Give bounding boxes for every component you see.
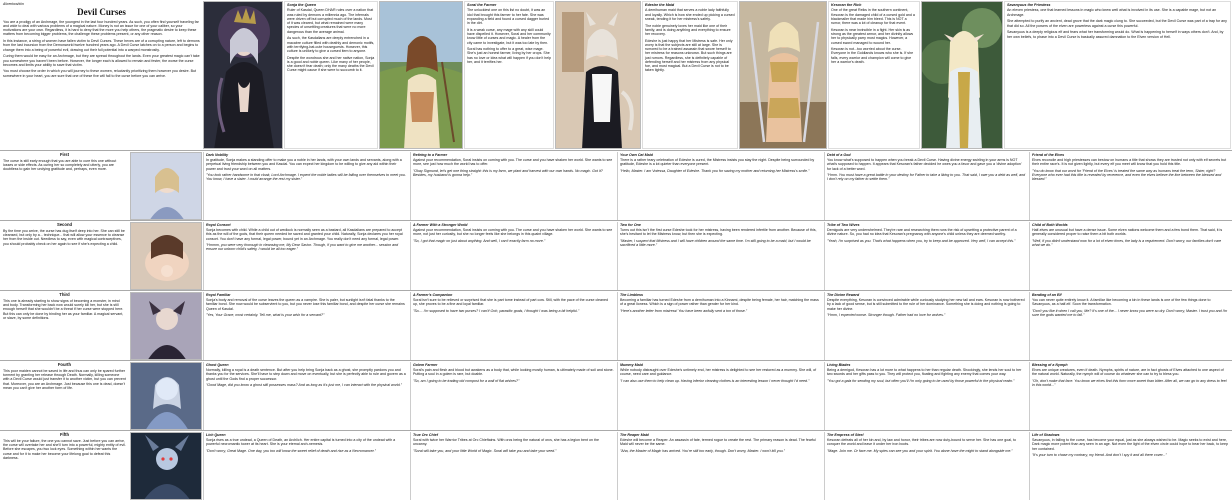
perk-card[interactable] [203, 292, 409, 360]
sonja-portrait [203, 1, 283, 149]
tier-description: This one is already starting to show signs of becoming a monster, in mind and body. Transforming her back now would surely kill her, but she is still enough herself that she wouldn't be a threat if her curse were stopped here. But this can only be done by binding her as your familiar. A magical servant, or slave, by some definitions. [3, 298, 124, 320]
perk-description: While nobody distraught over Edeshe's untimely end, her mistress is delighted to see her restored as a mummy. She will, of course, need care and guidance. [620, 368, 817, 377]
curse-description: Edeshe is just happy that her Mistress is safe. Her only worry is that the subjects are still at large. She is rumored to be a trained assassin that swore herself to her mistress for reasons unknown. But such things are just rumors. Regardless, she is definitely capable of defending herself and her mistress from any physical foe, and most magical. But a Devil Curse is not to be taken lightly. [645, 38, 733, 73]
perk-description: Soral isn't sure to be relieved or surprised that she is part tome instead of part cow. Still, with the pace of the curse cleaned up, she proves to be a fine and loyal familiar. [413, 298, 609, 307]
perk-description: Sonja becomes with child. While a child out of wedlock is normally seen as a bastard, all Kasdalians are prepared to accept this as the will of the gods, that their queen needed be saved and granted your child. Naturally, Sonja declares you her royal consort. You don't have any formal, legal power, bound yet in an Archmage. You really don't need any formal, legal power. [206, 228, 403, 241]
perk-description: Kesoran defeats all of her kin and, by law and honor, their tribes are now duty-bound to serve her. She has one goal, to conquer the world and leave it under her iron boots. [827, 438, 1016, 447]
perk-quote: "It's your turn to chase my contrary, my friend. And don't I spy it and all there cover..." [1032, 452, 1167, 457]
perk-quote: "Aha, the Master of Magic has arrived. You're still too early, though. Don't worry, Master. I won't kill you." [620, 448, 785, 453]
perk-card[interactable] [410, 222, 616, 290]
perk-quote: "Yeah, I'm surprised as you. That's what happens when you, try to keep and be approved. Very well, I can accept this." [827, 238, 1016, 243]
tier-fifth-image [130, 432, 202, 500]
perk-name: Your Own Cat Maid [620, 153, 653, 157]
curse-description: The noble genuinely loves her maid like one of their family, and is doing anything and everything to ensure her recovery. [645, 23, 731, 37]
intro-paragraph: You are a prodigy of an Archmage, the youngest in the last four hundred years. As such, you often find yourself traveling far and wide to deal with various problems of a magical nature. Money is not an issue for one of your caliber, so your motivations are your own. Regardless, it is hard to deny that the more you help others, the pragmatic desire to keep these matters from becoming bigger problems, the challenge these problems present, or any other reason. [3, 19, 199, 37]
curse-card-savanyuus[interactable] [1004, 1, 1231, 149]
perk-quote: "So, I got that magic on just about anything. And well, I can't exactly farm no more." [413, 238, 546, 243]
perk-card[interactable] [617, 362, 823, 430]
perk-name: Debt of a God [827, 153, 851, 157]
perk-card[interactable] [824, 292, 1028, 360]
perk-description: Edeshe will become a Reaper. An assassin of fate, termed rogue to create the rest. The primary reason is dead. The fearful Maid will never be the same. [620, 438, 816, 447]
perk-card[interactable] [617, 152, 823, 220]
perk-card[interactable] [824, 432, 1028, 500]
tier-row-third [0, 290, 1232, 360]
curse-card-sonja[interactable] [284, 1, 378, 149]
curse-description: As such, the Kasdalians are deeply entrenched in a macabre culture filled with deathly and demonic motifs, with terrifying-bat-cute houseguests. However, this culture is unlikely to give a cursed item to anyone. [287, 36, 375, 53]
perk-description: You know what's supposed to happen when you break a Devil Curse. Having divine energy swirling in your arms is NOT what's supposed to happen. It appears that Kesoran's father decided he owes you a favor and gave you a 'divine adoption' for lack of a better word. [827, 158, 1022, 171]
perk-quote: "Don't worry, Great Mage. One day, you too will know the sweet relief of death and rise as a Necromancer." [206, 448, 376, 453]
curse-name: Kesoran the Rich [831, 3, 862, 7]
perk-description: Soral's pain and flesh and blood but awakens as a body that, while looking mostly human, is ultimately made of soil and stone. Putting a soul in a golem is rare, but doable. [413, 368, 614, 377]
perk-name: Friend of the Elves [1032, 153, 1065, 157]
tier-card-fifth[interactable] [1, 432, 128, 500]
curse-description: She attempted to purify an ancient, dead grove that the dark magic clung to. She succeeded, but the Devil Curse was part of a trap for any that did so. All the powers of the elven are powerless against a curse this powerful. [1007, 19, 1227, 28]
perk-description: Turns out this isn't the first curse Edeshe took for her mistress, having been rendered infertile from another. Because of this, she's hesitant to let the Mistress know, but then she is expecting. [620, 228, 817, 237]
perk-description: Elves are unique creatures, even if death. Nymphs, spirits of nature, are in fact ghosts of Elves attached to one aspect of the natural world. Naturally, the nymph will of course do whatever she can to try to bless you. [1032, 368, 1224, 377]
tier-name: Second [56, 222, 73, 227]
perk-description: In gratitude, Sonja makes a standing offer to make you a noble in her lands, with your own lands and servants, along with a perpetual living friendship between you and Kasdal. You can expect her kingdom to be willing to give any aid within their power and trust your word on all matters. [206, 158, 402, 171]
perk-quote: "I can also use them to help clean up. Having inferior cleaning clothes is an interesting lesson I never thought I'd need." [620, 378, 810, 383]
perk-card[interactable] [203, 222, 409, 290]
tier-row-second [0, 220, 1232, 290]
perk-description: Savanyuus, in falling to the curse, has become your equal, just as she always wished to be. Magic seeks to exist and here, Dark magic more potent than any seen in an age. Not even the light of the elven circle could hope to bear her back, to keep her contained. [1032, 438, 1228, 451]
perk-description: Despite everything, Kesoran is convinced admirable while curiously studying her new tail and ears. Kesoran is now bothered by a lack of good sense, but is still submitted to the rule of her dominance. Something she is doing and nothing is going to make her divine. [827, 298, 1025, 311]
perk-name: Royal Familiar [206, 293, 231, 297]
perk-quote: "Mage. Join me. Or face me. My spies can see you and your spirit. You alone have the might to stand alongside me." [827, 448, 1013, 453]
perk-quote: "Don't you like it when I call you, Me? It's one of the... I never know you were so dry. Don't worry, Master. I trust you and I'm sure the gods wanted me to fall." [1032, 308, 1228, 317]
tier-fourth-image [130, 362, 202, 430]
perk-description: Becoming a familiar has turned Edeshe from a demihuman into a Kinnami, despite being female, her hair, matching the mass of a great lioness. Which is a sign of power rather than gender for her kind. [620, 298, 819, 307]
perk-name: Tribe of Two Wives [827, 223, 860, 227]
perk-name: Bending of an Elf [1032, 293, 1062, 297]
kesoran-portrait [739, 1, 827, 149]
perk-description: Being a demigod, Kesoran has a lot more to what happens to her than regular death. Shockingly, she lends her soul to her two swords and her gifts pass to you. They will protect you, floating and fighting any enemy that comes your way. [827, 368, 1022, 377]
perk-name: Golem Farmer [413, 363, 438, 367]
curse-name: Soral the Farmer [467, 3, 497, 7]
perk-quote: "Soral will take you, and your little World of Magic. Soral will take you and take your seed." [413, 448, 557, 453]
perk-quote: "Yes, Your Grace, most certainly. Tell me, what is your wish for a servant?" [206, 312, 325, 317]
tier-name: Fifth [59, 432, 70, 437]
tier-description: This poor maiden cannot be saved in life and thus can only be spared further torment by granting her release through Death. Normally, killing someone with a Devil Curse would just transfer it to another victim, but you can prevent that. Moreover, you are an Archmage. Just because this one is dead, doesn't mean you can't give her another form of life. [3, 368, 126, 390]
curse-description: Ruler of Kasdal, Queen DHAR rules over a nation that was ruled by demons a millennia ago. The infernals were driven off but corrupted much of the lands. Most of it was cleared, but what remained were many species of unsettling creatures that were no more dangerous than the average animal. [287, 8, 374, 34]
perk-card[interactable] [203, 362, 409, 430]
tier-name: Third [59, 292, 70, 297]
perk-description: Against your recommendation, Soral insists on coming with you. The curse and you have shaken her world. She wants to see more, not just her curiosity, but she no longer feels like she belongs in this quaint village. [413, 228, 613, 237]
tier-first-image [130, 152, 202, 220]
tier-description: By the time you arrive, the curse has dug itself deep into her. She can still be cleansed, but only by a... technique... that will allow your essence to cleanse her from the inside out. Needless to say, even with magical contraceptives, you should probably check on her again to see if she's expecting a child. [3, 228, 125, 246]
perk-name: Lich Queen [206, 433, 226, 437]
perk-name: Ghost Queen [206, 363, 229, 367]
top-section [0, 0, 1232, 150]
intro-paragraph: Curing them would be easy for an Archmage, but they are spread throughout the lands. Even your greatest magic can't take you somewhere you haven't been before. However, the longer each is allowed to remain and fester, the worse the curse becomes and limits your ability to save that victim. [3, 54, 200, 67]
curse-name: Sonja the Queen [287, 3, 317, 7]
perk-description: There is a rather teary celebration of Edeshe is cured, the Mistress insists you stay the night. Despite being surrounded by gratitude, Edeshe is a lot quieter than everyone present. [620, 158, 815, 167]
tier-name: Fourth [57, 362, 72, 367]
edeshe-portrait [555, 1, 641, 149]
tier-row-fifth [0, 430, 1232, 500]
perk-card[interactable] [203, 432, 409, 500]
tier-description: The curse is still early enough that you are able to cure this one without losses or side effects. As curing her so completely and utterly, you are doubtless to gain her undying gratitude and, perhaps, even more. [3, 158, 117, 172]
curse-description: The unluckiest one on this list no doubt, it was an idol that brought this farmer to her fate. She was expanding a field and found a cursed dagger buried in the dirt. [467, 8, 550, 26]
perk-description: Normally, killing a royal is a death sentence. But after you help bring Sonja back as a ghost, she promptly pardons you and thanks you for the services. She'll have to step down and move on eventually, but she is perfectly able to rule and govern as a ghost until the Gods find a proper successor. [206, 368, 406, 381]
tier-card-second[interactable] [1, 222, 128, 290]
curse-card-edeshe[interactable] [642, 1, 738, 149]
intro-paragraph: You must choose the order in which you will journey to these women, reluctantly prioritizing them however you desire. But somewhere in your heart, you are sure that one of these five will fall to the curse before you can arrive. [3, 69, 197, 78]
perk-quote: "Well, if you didn't understand now for a lot of elven times, the lady is a requirement. Don't worry, our families don't care what we do." [1032, 238, 1222, 247]
perk-card[interactable] [617, 222, 823, 290]
author-credit: Alicenkoshkin [3, 2, 24, 6]
perk-card[interactable] [1029, 222, 1231, 290]
tier-card-third[interactable] [1, 292, 128, 360]
perk-quote: "So, am I going to be trading old compost for a wall of flat wishes?" [413, 378, 520, 383]
perk-name: A Farmer With a Stronger World [413, 223, 468, 227]
curse-description: Savanyuus is a deeply religious elf and fears what her transforming would do. What is happening to herself in ways others don't. And, by her own beliefs, to phase into a Devil Curse is basically assured damnation to the Elven version of Hell. [1007, 30, 1224, 39]
tier-second-image [130, 222, 202, 290]
tier-card-fourth[interactable] [1, 362, 128, 430]
perk-card[interactable] [617, 432, 823, 500]
tier-row-fourth [0, 360, 1232, 430]
perk-description: Against your recommendation, Soral insists on coming with you. The curse and you have shaken her world. She wants to see more, see just how much the world has to offer. [413, 158, 613, 167]
perk-card[interactable] [1029, 152, 1231, 220]
perk-name: Child of Both Worlds [1032, 223, 1068, 227]
perk-name: Mummy Maid [620, 363, 643, 367]
curse-description: A demihuman maid that serves a noble lady faithfully and loyally. Which is how she ended up picking a cursed sneak, tending it for her mistress's safety. [645, 8, 735, 21]
perk-card[interactable] [824, 152, 1028, 220]
perk-quote: "You look rather handsome in that cloak, Lord Archmage. I expect the noble ladies will be falling over themselves to meet you. You know, I have a sister. I could arrange the rest my sister." [206, 172, 406, 182]
tier-description: This will be your failure, the one you cannot save. Just before you can arrive, the curse will overtake her and she'll turn into a powerful, mighty entity of evil. Before she escapes, you two lock eyes. Something within her wants the curse and for it to make her become your lifelong goal to defeat this darkness. [3, 438, 126, 460]
perk-name: The Limbless [620, 293, 643, 297]
perk-description: Half-elves are unusual but have a dense issue. Some elven nations welcome them and a few bond them. That said, it is generally considered proper to raise them a bit both worlds. [1032, 228, 1223, 237]
perk-name: Two for One [620, 223, 641, 227]
perk-description: You can never quite entirely know it. A familiar like becoming a kin in these lands is one of the few things done to Savanyuus, as a half-elf. Soon the transformation. [1032, 298, 1211, 307]
perk-description: Sonja's body and removal of the curse leaves the queen as a vampire. She is paler, but sunlight isn't fatal thanks to the familiar bond. She now would be subservient to you, but you never lose this familiar bond, and despite her curse she remains Queen of Kasdal. [206, 298, 405, 311]
perk-quote: "Hmm. You must have a great battle in your destiny for Father to take a liking to you. That said, I owe you a debt as well, and I don't rely on my father to settle them." [827, 172, 1026, 182]
intro-paragraph: In this instance, a string of women have fallen victim to Devil Curses. These hexes are of a corrupting nature, left to demons from the last incursion from the Demonworld twelve hundred years ago. A Devil Curse latches on to a person and begins to change them into a being of powerful evil, drawing out their full potential into a warped monstrosity. [3, 39, 200, 52]
perk-card[interactable] [410, 152, 616, 220]
curse-name: Edeshe the Maid [645, 3, 675, 7]
perk-card[interactable] [824, 362, 1028, 430]
curse-description: Kesoran is not...too worried about the curse. Everyone in the Goldlands knows who she is. If she falls, every warrior and champion will come to give her a warrior's death. [831, 47, 914, 64]
perk-card[interactable] [410, 362, 616, 430]
perk-name: Blessing of a Nymph [1032, 363, 1068, 367]
perk-card[interactable] [1029, 362, 1231, 430]
perk-name: The Empress of Steel [827, 433, 864, 437]
savanyuus-portrait [921, 1, 1003, 149]
perk-description: Soral with twice her Warrior Tribes at Orc Chieftains. With orcs being the natural of orcs, she has a legion bent on the uncanny. [413, 438, 600, 447]
perk-name: Retiring to a Farmer [413, 153, 448, 157]
page-title: Devil Curses [77, 7, 126, 18]
perk-quote: "Hello, Master. I am Votessa, Daughter of Edeshe. Thank you for saving my mother and returning her Mistress's smile." [620, 168, 810, 173]
perk-name: Life of Shadows [1032, 433, 1060, 437]
perk-quote: "Hmmm, you were very thorough in cleansing me, My Dear Savior. Though, if you want to give me another... session and ensure our unborn child's safety, I would be all too eager." [206, 242, 399, 252]
perk-quote: "You do know that our word for 'Friend of the Elves' is treated the same way as humans treat the term, Sister, right? Everyone who ever had this title is revealed by reverence, and even the elves believe the line between the blessed and blessed." [1032, 168, 1222, 182]
perk-name: The Divine Reward [827, 293, 860, 297]
curse-description: Soral has nothing to offer to a great, wise mage. She's just an honest farmer, living by her crops. She has no love or idea what will happen if you don't help her, and it terrifies her. [467, 47, 551, 64]
curse-description: It is a weak curse, any mage with any skill could have dispelled it. However, Soral and her community know little of curses and magic. A healer from the city came to investigate, but it was too late by then. [467, 27, 551, 45]
soral-portrait [379, 1, 463, 149]
curse-name: Savanyuus the Priestess [1007, 3, 1051, 7]
perk-quote: "Master, I suspect that Mistress and I will have children around the same time. I'm still going to be a maid, but I would be sacrificed a little more." [620, 238, 811, 247]
perk-quote: "Oh, don't make that face. You know we elves find this form more sweet than bitter. After all, we can go to any dress to feel in this world..." [1032, 378, 1227, 387]
tier-third-image [130, 292, 202, 360]
perk-name: Living Blades [827, 363, 851, 367]
tier-row-first [0, 150, 1232, 220]
perk-card[interactable] [1029, 432, 1231, 500]
perk-quote: "Here's another letter from mistress! You have been awfully sent a ton of those." [620, 308, 748, 313]
perk-name: A Farmer's Companion [413, 293, 453, 297]
perk-name: Dark Nobility [206, 153, 229, 157]
tier-card-first[interactable] [1, 152, 128, 220]
perk-quote: "You got a gala for sending my soul, but often you'll I'm only going to be used by those powerful in the physical realm." [827, 378, 1015, 383]
curse-description: An eleven priestess, one that learned lessons in magic who knew well what is involved in its use. She is a capable mage, but not an Archmage. [1007, 8, 1217, 17]
perk-name: Royal Consort [206, 223, 231, 227]
perk-card[interactable] [1029, 292, 1231, 360]
curse-description: Kesoran is near invincible in a fight. Her skin is as strong as the greatest armor, and her divinity allows her to physically parry most magics. However, a cursed sword managed to wound her. [831, 27, 914, 45]
curse-description: Despite the wondrous she and her native nation, Sonja is a good and noble queen. Like many of her people, she doesn't fear death; only the many deaths the Devil Curse might cause if she were to succumb to it. [287, 55, 375, 73]
perk-card[interactable] [617, 292, 823, 360]
perk-card[interactable] [824, 222, 1028, 290]
perk-name: The Reaper Maid [620, 433, 649, 437]
perk-name: True Orc Chief [413, 433, 438, 437]
curse-card-soral[interactable] [464, 1, 554, 149]
perk-quote: "Hmm, I expected worse. Stronger though. Father had no love for wolves." [827, 312, 946, 317]
perk-quote: "So.... I'm supposed to have two purses? I can't! Ooh, parasitic goals, I thought I was being a bit helpful." [413, 308, 580, 313]
tier-name: First [59, 152, 70, 157]
perk-card[interactable] [410, 292, 616, 360]
perk-quote: "Okay Sigmund, let's get one thing straight: this is my farm, we plant and harvest with our own hands. No magic. Got it? Besides, my husband is gonna help." [413, 168, 603, 177]
curse-card-kesoran[interactable] [828, 1, 920, 149]
perk-description: Demigods are very underwhelmed. They're rare and researching them runs the risk of upsetting a protective parent of a divine nature. So, you had no idea that Kesoran's pregnancy with anyone's child unless they are deemed worthy. [827, 228, 1017, 237]
curse-description: One of the great Reiks in the southern continent, Kesoran is the damaged child of a cursed gold and a blackmailer that made him bleed. This is NOT a rumor, there was a lot of cleanup for that event. [831, 8, 915, 26]
intro-panel [1, 1, 202, 149]
perk-card[interactable] [410, 432, 616, 500]
perk-card[interactable] [203, 152, 409, 220]
perk-description: Elves reconcile and high priestesses can bestow on humans a title that shows they are trusted not only with elf secrets but their entire race's. It is not given lightly, but every elf you meet will know that you hold this title. [1032, 158, 1227, 167]
perk-quote: "Good Mage, did you know a ghost still possesses mass? And as long as it's just me, I can interact with the physical world." [206, 382, 402, 387]
perk-description: Sonja rises as a true undead, a Queen of Death, an Archlich. Her entire capital is turned into a city of the undead with a powerful necromantic tower at its heart. She is your eternal arch-nemesis. [206, 438, 396, 447]
